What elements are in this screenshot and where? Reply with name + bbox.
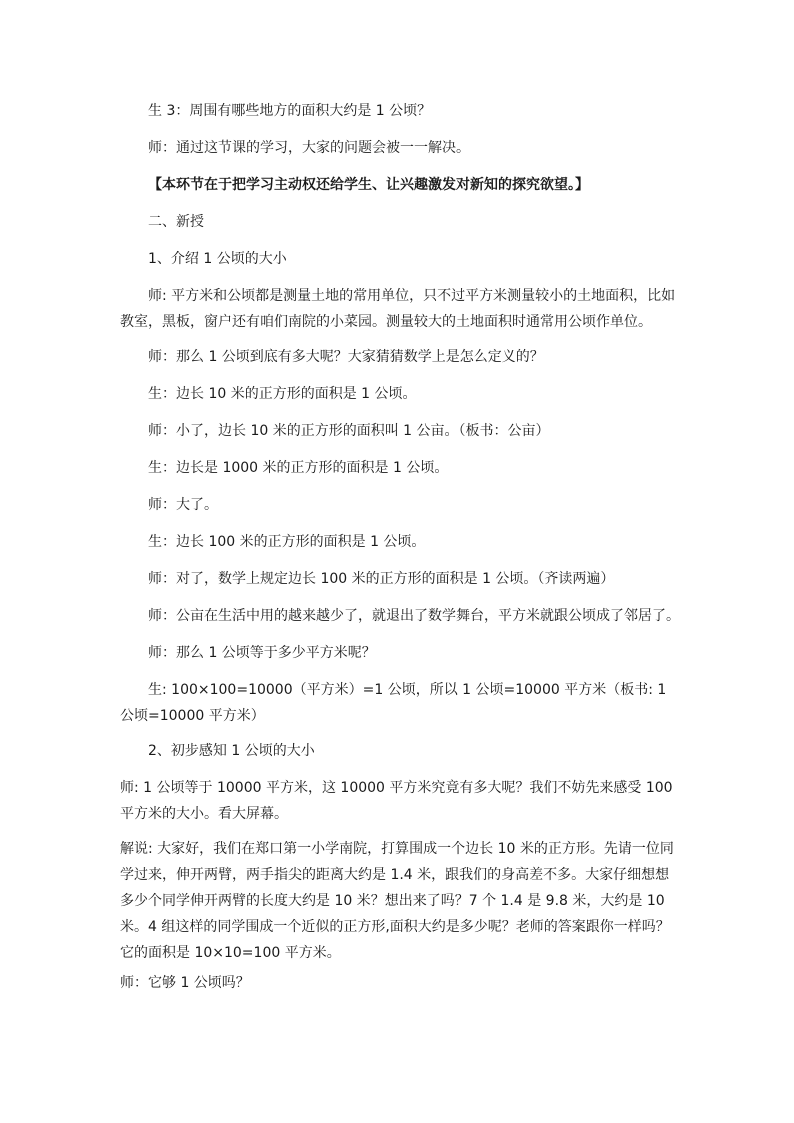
section-heading: 二、新授 [148, 214, 204, 230]
paragraph: 师：通过这节课的学习，大家的问题会被一一解决。 [148, 140, 470, 156]
paragraph: 生: 100×100=10000（平方米）=1 公顷，所以 1 公顷=10000 平方米（板书: 1 公顷=10000 平方米） [120, 682, 667, 724]
paragraph: 生：边长是 1000 米的正方形的面积是 1 公顷。 [148, 460, 449, 476]
subsection-heading: 2、初步感知 1 公顷的大小 [148, 743, 315, 759]
paragraph: 师：对了，数学上规定边长 100 米的正方形的面积是 1 公顷。（齐读两遍） [148, 571, 615, 587]
paragraph: 师：那么 1 公顷到底有多大呢？大家猜猜数学上是怎么定义的？ [148, 349, 544, 365]
section-note: 【本环节在于把学习主动权还给学生、让兴趣激发对新知的探究欲望。】 [148, 177, 589, 193]
paragraph: 师：大了。 [148, 497, 218, 513]
paragraph: 生：边长 100 米的正方形的面积是 1 公顷。 [148, 534, 426, 550]
paragraph: 解说: 大家好，我们在郑口第一小学南院，打算围成一个边长 10 米的正方形。先请一位同学过来，伸开两臂，两手指尖的距离大约是 1.4 米，跟我们的身高差不多。大家仔细想想多少个同学伸开两臂的长度大约是 10 米？想出来了吗？7 个 1.4 是 9.8 米，大约是 10 米。4 组这样的同学围成一个近似的正方形,面积大约是多少呢？老师的答案跟你一样吗？它的面积是 10×10=100 平方米。 [120, 841, 674, 961]
paragraph: 师：那么 1 公顷等于多少平方米呢？ [148, 645, 376, 661]
paragraph: 师: 1 公顷等于 10000 平方米，这 10000 平方米究竟有多大呢？我们不妨先来感受 100 平方米的大小。看大屏幕。 [120, 780, 673, 822]
paragraph: 师: 平方米和公顷都是测量土地的常用单位，只不过平方米测量较小的土地面积，比如教室，黑板，窗户还有咱们南院的小菜园。测量较大的土地面积时通常用公顷作单位。 [120, 288, 676, 330]
subsection-heading: 1、介绍 1 公顷的大小 [148, 251, 287, 267]
paragraph: 师：小了，边长 10 米的正方形的面积叫 1 公亩。（板书：公亩） [148, 423, 550, 439]
paragraph: 生 3：周围有哪些地方的面积大约是 1 公顷？ [148, 103, 432, 119]
paragraph: 师：公亩在生活中用的越来越少了，就退出了数学舞台，平方米就跟公顷成了邻居了。 [148, 608, 680, 624]
paragraph: 生：边长 10 米的正方形的面积是 1 公顷。 [148, 386, 417, 402]
paragraph: 师：它够 1 公顷吗？ [120, 975, 250, 991]
